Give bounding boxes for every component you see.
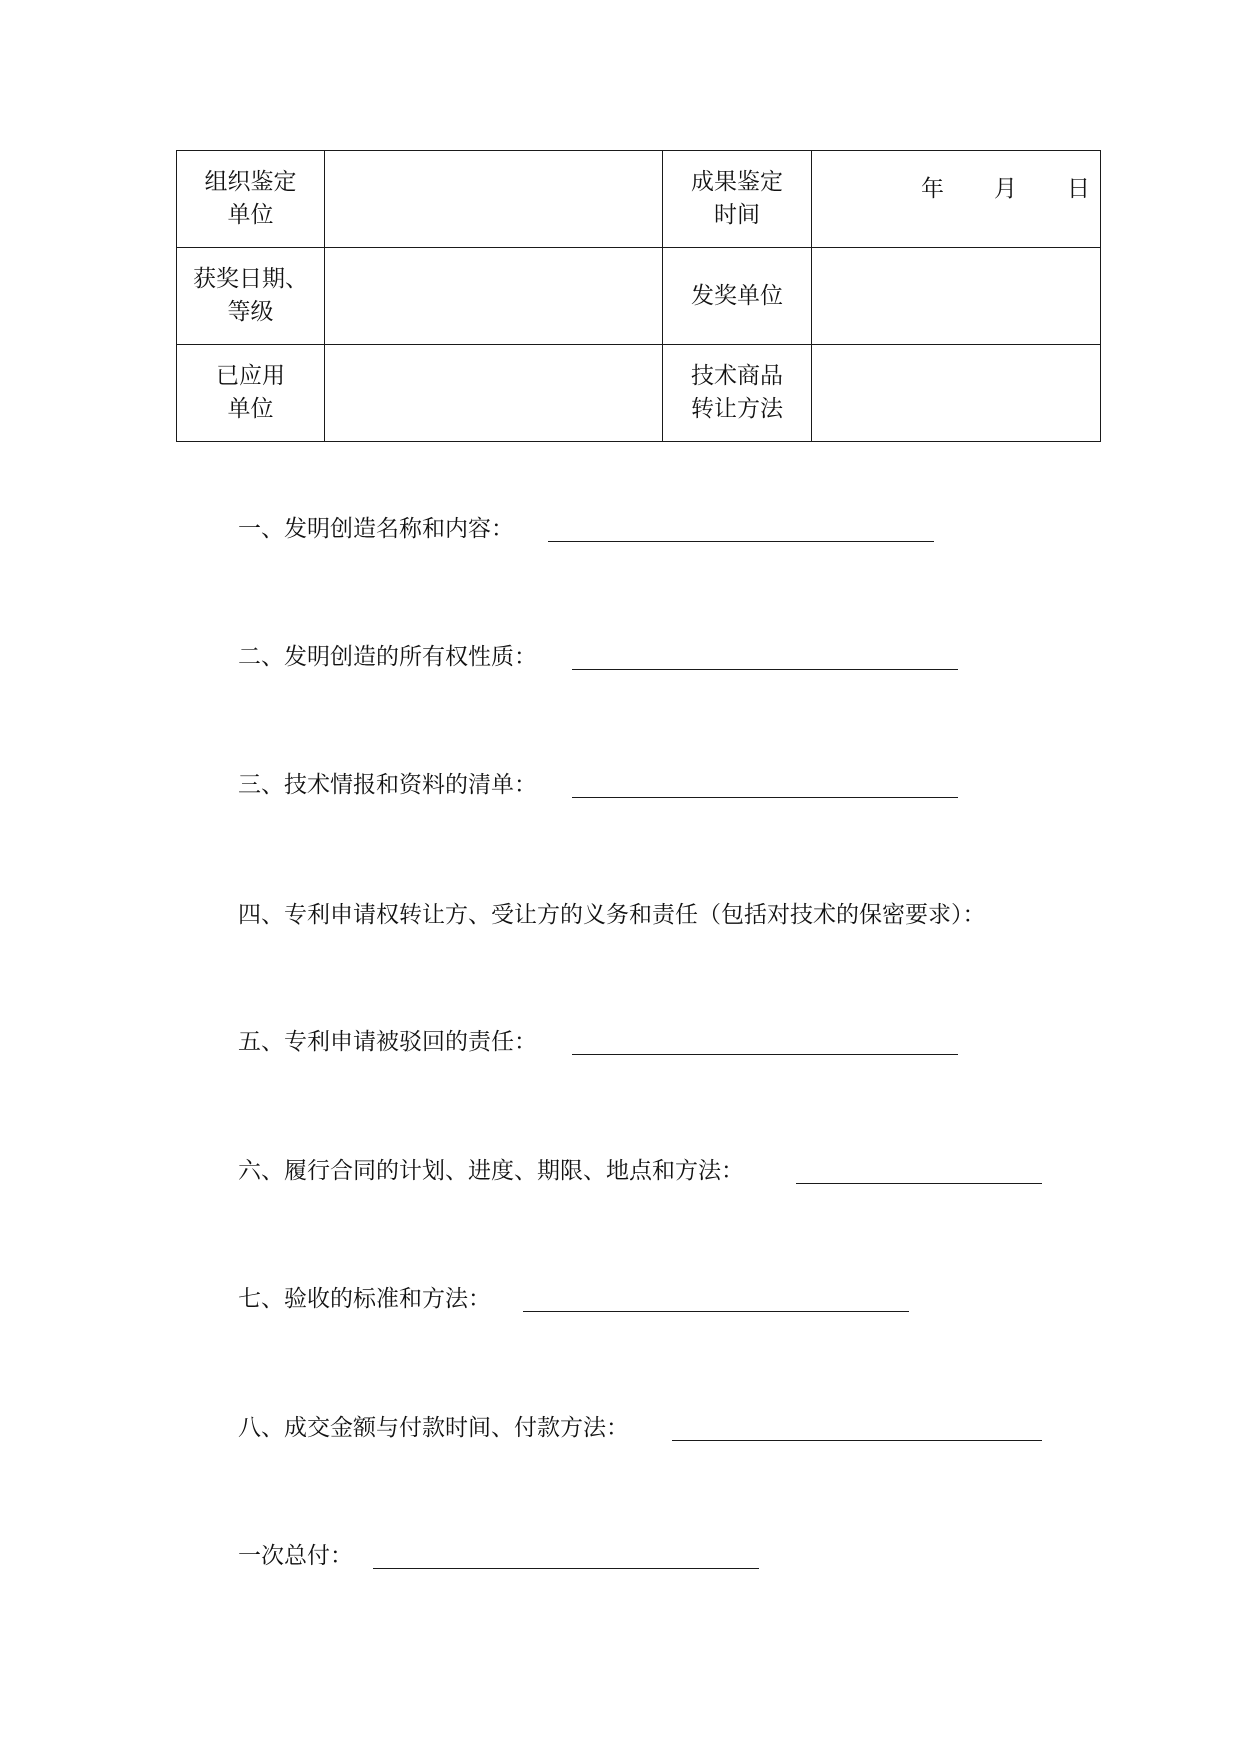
applied-org-field[interactable] (325, 345, 663, 442)
rejection-blank[interactable] (572, 1054, 958, 1055)
section-label: 三、技术情报和资料的清单： (238, 772, 537, 798)
lump-sum-blank[interactable] (373, 1568, 759, 1569)
section-label: 六、履行合同的计划、进度、期限、地点和方法： (238, 1158, 744, 1184)
tech-info-blank[interactable] (572, 797, 958, 798)
section-label: 四、专利申请权转让方、受让方的义务和责任（包括对技术的保密要求）： (238, 902, 986, 928)
transfer-method-label: 技术商品 转让方法 (663, 345, 812, 442)
section-tech-info (238, 770, 537, 800)
section-label: 八、成交金额与付款时间、付款方法： (238, 1415, 629, 1441)
transfer-method-field[interactable] (812, 345, 1101, 442)
section-obligations (238, 900, 986, 930)
applied-org-label: 已应用 单位 (177, 345, 325, 442)
award-org-field[interactable] (812, 248, 1101, 345)
section-rejection (238, 1027, 537, 1057)
invention-name-blank[interactable] (548, 541, 934, 542)
info-table (176, 150, 1101, 442)
payment-blank[interactable] (672, 1440, 1042, 1441)
appraisal-time-label: 成果鉴定 时间 (663, 151, 812, 248)
section-ownership (238, 642, 537, 672)
table-row (177, 248, 1101, 345)
award-org-label: 发奖单位 (663, 248, 812, 345)
month-label: 月 (994, 175, 1017, 202)
section-payment (238, 1413, 629, 1443)
appraisal-date-field[interactable] (812, 141, 1101, 238)
section-lump-sum (238, 1541, 353, 1571)
section-label: 五、专利申请被驳回的责任： (238, 1029, 537, 1055)
year-label: 年 (921, 175, 944, 202)
ownership-blank[interactable] (572, 669, 958, 670)
acceptance-blank[interactable] (523, 1311, 909, 1312)
table-row (177, 151, 1101, 248)
appraisal-org-field[interactable] (325, 151, 663, 248)
section-label: 一次总付： (238, 1543, 353, 1569)
day-label: 日 (1067, 175, 1090, 202)
plan-blank[interactable] (796, 1183, 1042, 1184)
section-label: 二、发明创造的所有权性质： (238, 644, 537, 670)
section-label: 一、发明创造名称和内容： (238, 516, 514, 542)
section-plan (238, 1156, 744, 1186)
award-date-level-label: 获奖日期、 等级 (177, 248, 325, 345)
section-acceptance (238, 1284, 491, 1314)
table-row (177, 345, 1101, 442)
section-invention-name (238, 514, 514, 544)
section-label: 七、验收的标准和方法： (238, 1286, 491, 1312)
appraisal-org-label: 组织鉴定 单位 (177, 151, 325, 248)
award-date-level-field[interactable] (325, 248, 663, 345)
